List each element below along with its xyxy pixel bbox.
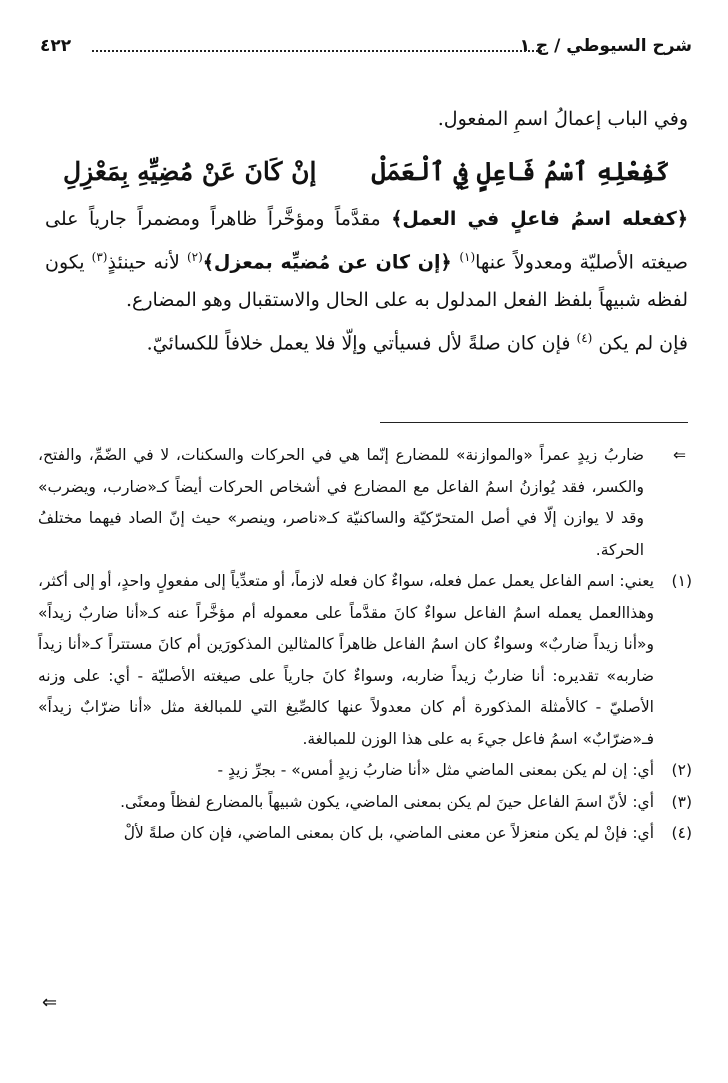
- quoted-verse-1: ﴿كفعله اسمُ فاعلٍ في العمل﴾: [391, 208, 688, 230]
- footnote-marker: (٣): [671, 792, 692, 811]
- footnote-2: [38, 755, 692, 787]
- quoted-verse-2: ﴿إن كان عن مُضيِّه بمعزل﴾: [202, 251, 460, 274]
- running-title: شرح السيوطي / ج ١: [519, 36, 692, 56]
- verse-first-hemistich: كَفِعْلِهِ ٱسْمُ فَاعِلٍ فِي ٱلْعَمَلْ: [371, 157, 670, 186]
- footnote-continuation: [38, 440, 692, 566]
- footnote-ref-1: (١): [459, 250, 476, 264]
- footnote-text: ضاربُ زيدٍ عمراً «والموازنة» للمضارع إنّما هي في الحركات والسكنات، لا في الضّمِّ، والفتح، والكسر، فقد يُوازنُ اسمُ الفاعل مع المضارع في أشخاص الحركات أيضاً كـ«ضارب، ويضرب» وقد لا يوازن إلّا في أصل المتحرّكيّة والساكنيّة كـ«ناصر، وينصر» حيث إنّ الصاد فيهما مختلفُ الحركة.: [38, 446, 644, 559]
- footnote-text: يعني: اسم الفاعل يعمل عمل فعله، سواءٌ كان فعله لازماً، أو متعدِّياً إلى مفعولٍ واحدٍ، أو إلى أكثر، وهذاالعمل يعمله اسمُ الفاعل سواءٌ كانَ مقدَّماً على معموله أم مؤخَّراً عنه كـ«أنا ضاربٌ زيداً» و«أنا زيداً ضاربٌ» وسواءٌ كان اسمُ الفاعل ظاهراً كالمثالين المذكورَين أم كانَ مستتراً كـ«أنا زيداً ضاربه» تقديره: أنا ضاربٌ زيداً ضاربه، وسواءٌ كانَ جارياً على صيغته الأصليّة - أي: على وزنه الأصليّ - كالأمثلة المذكورة أم كان معدولاً عنها كالصِّيغ التي للمبالغة مثل «أنا ضرّابٌ زيداً» فـ«ضرّابٌ» اسمُ فاعل جيءَ به على هذا الوزن للمبالغة.: [38, 572, 654, 748]
- footnote-4: [38, 818, 692, 850]
- commentary-text: فإن لم يكن: [598, 332, 688, 355]
- commentary-text: لأنه حينئذٍ: [107, 251, 187, 274]
- verse-line: [45, 144, 688, 200]
- footnote-marker: (١): [671, 572, 692, 590]
- intro-line: وفي الباب إعمالُ اسمِ المفعول.: [437, 108, 688, 130]
- continuation-arrow-icon: ⇐: [673, 446, 686, 464]
- page-header: [40, 30, 692, 66]
- footnote-text: أي: فإنْ لم يكن منعزلاً عن معنى الماضي، بل كان بمعنى الماضي، فإن كان صلةً لألْ: [123, 824, 654, 842]
- commentary-paragraph-1: [45, 200, 688, 319]
- footnote-ref-4: (٤): [576, 331, 593, 346]
- commentary-text: فإن كان صلةً لأل فسيأتي وإلّا فلا يعمل خلافاً للكسائيّ.: [146, 332, 577, 355]
- footnote-text: أي: إن لم يكن بمعنى الماضي مثل «أنا ضاربُ زيدٍ أمس» - بجرِّ زيدٍ -: [217, 761, 654, 779]
- commentary-text: مقدَّماً ومؤخَّراً ظاهراً ومضمراً جارياً على صيغته الأصليّة ومعدولاً عنها: [45, 208, 688, 274]
- next-page-arrow-icon: ⇐: [42, 992, 58, 1013]
- header-dotted-leader: [92, 50, 542, 52]
- footnote-marker: (٤): [671, 824, 692, 842]
- footnote-marker: (٢): [671, 761, 692, 779]
- footnote-1: [38, 566, 692, 755]
- footnotes: [38, 440, 692, 850]
- footnote-3: [38, 787, 692, 819]
- main-text: [45, 100, 688, 363]
- commentary-text: يكون لفظه شبيهاً بلفظ الفعل المدلول به على الحال والاستقبال وهو المضارع.: [45, 251, 688, 312]
- footnote-separator: [380, 422, 688, 423]
- verse-second-hemistich: إنْ كَانَ عَنْ مُضِيِّهِ بِمَعْزِلِ: [63, 157, 317, 186]
- commentary-paragraph-2: [45, 319, 688, 362]
- footnote-ref-2: (٢): [186, 250, 203, 264]
- footnote-text: أي: لأنّ اسمَ الفاعل حينَ لم يكن بمعنى الماضي، يكون شبيهاً بالمضارع لفظاً ومعنًى.: [120, 792, 654, 811]
- footnote-ref-3: (٣): [91, 250, 108, 264]
- page-number: ٤٢٢: [40, 36, 72, 56]
